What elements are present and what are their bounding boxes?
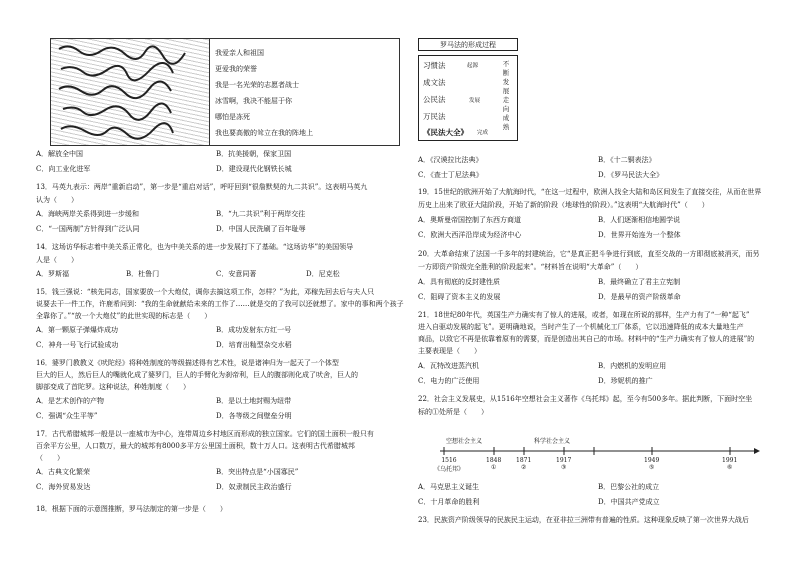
q12-option-d: D．建设现代化钢铁长城 — [216, 165, 292, 173]
q17-stem-line3: （ ） — [36, 454, 64, 462]
q20-option-a: A．具有彻底的反封建性质 — [418, 278, 501, 286]
q15-option-d: D．培育出籼型杂交水稻 — [216, 341, 292, 349]
note-origin: 起源 — [467, 63, 479, 69]
timeline-point-1848: 1848 ① — [486, 457, 502, 471]
poem-text — [215, 45, 313, 141]
q15-option-a: A．第一颗原子弹爆炸成功 — [36, 326, 119, 334]
q13-option-a: A．海峡两岸关系得到进一步缓和 — [36, 210, 140, 218]
q23-stem: 23．民族资产阶级领导的民族民主运动，在亚非拉三洲带有普遍的性质。这种现象反映了第一次世界大战后 — [418, 516, 749, 524]
q18-option-d: D．《罗马民法大全》 — [598, 171, 664, 179]
q15-stem-line3: 全靠你了。”“放一个大炮仗”的此世实现的标志是（ ） — [36, 312, 212, 320]
q18-option-c: C．《查士丁尼法典》 — [418, 171, 483, 179]
q12-option-a: A．解放全中国 — [36, 150, 84, 158]
q21-stem-line4: 主要表现是（ ） — [418, 347, 481, 355]
q20-option-d: D．是最早的资产阶级革命 — [598, 293, 681, 301]
timeline-point-1949: 1949 ⑤ — [644, 457, 660, 471]
q13-option-c: C．“一国两制”方针得到广泛认同 — [36, 225, 140, 233]
q16-stem-line2: 巨大的巨人，然后巨人的嘴就化成了婆罗门，巨人的手臂化为刹帝利，巨人的腹部则化成了吠舍，巨人的 — [36, 371, 358, 379]
q14-option-c: C．安意同著 — [216, 270, 257, 278]
q13-option-b: B．“九二共识”利于两岸交往 — [216, 210, 306, 218]
q14-stem-cont: 人是（ ） — [36, 256, 78, 264]
stage-civil-law: 公民法 — [423, 95, 446, 104]
poem-line: 哪怕是冻死 — [215, 113, 250, 121]
q22-stem: 22．社会主义发展史，从1516年空想社会主义著作《乌托邦》起，至今有500多年。据此判断，下面时空坐 — [418, 395, 753, 403]
handwritten-letter-figure — [50, 38, 400, 146]
poem-line: 我爱亲人和祖国 — [215, 49, 264, 57]
q13-option-d: D．中国人民洗刷了百年耻辱 — [216, 225, 306, 233]
timeline-point-1871: 1871 ② — [516, 457, 532, 471]
socialism-timeline — [434, 435, 764, 477]
poem-line: 我也要高傲的耸立在我的阵地上 — [215, 129, 313, 137]
handwriting-image — [51, 39, 210, 145]
q19-option-d: D．世界开始连为一个整体 — [598, 231, 681, 239]
q13-stem: 13．马英九表示：两岸“重新启动”，第一步是“重启对话”，呼吁回到“很詹默契的九二共识”。这表明马英九 — [36, 183, 368, 191]
q21-option-a: A．瓦特改进蒸汽机 — [418, 362, 480, 370]
stage-customary-law: 习惯法 — [423, 61, 446, 70]
q20-stem: 20．大革命结束了法国一千多年的封建统治，它“是真正把斗争进行到底，直至交战的一方即彻底被消灭，而另 — [418, 250, 760, 258]
timeline-label-scientific: 科学社会主义 — [534, 438, 571, 445]
stage-corpus-juris: 《民法大全》 — [423, 128, 468, 137]
timeline-point-1917: 1917 ③ — [556, 457, 572, 471]
q22-stem-line2: 标的①处所是（ ） — [418, 408, 488, 416]
q16-option-a: A．是艺术创作的产物 — [36, 397, 105, 405]
q17-option-c: C．海外贸易发达 — [36, 483, 91, 491]
q14-option-b: B．杜鲁门 — [126, 270, 160, 278]
q17-stem-line2: 百余平方公里，人口数万，最大的城邦有8000多平方公里国土面积，数十万人口。这表明古代希腊城邦 — [36, 442, 355, 450]
q21-option-d: D．珍妮机的推广 — [598, 377, 653, 385]
roman-law-diagram — [418, 38, 518, 142]
q12-option-b: B．抗美援朝，保家卫国 — [216, 150, 292, 158]
timeline-point-1991: 1991 ⑥ — [722, 457, 738, 471]
timeline-point-1516: 1516 《乌托邦》 — [434, 457, 465, 473]
q17-option-d: D．奴隶制民主政治盛行 — [216, 483, 292, 491]
q19-option-a: A．奥斯曼帝国控制了东西方商道 — [418, 216, 522, 224]
q21-stem-line2: 进入自驱动发展的起飞”。更明确地说，当时产生了一个机械化工厂体系，它以迅速降低的成本大量地生产 — [418, 323, 744, 331]
q17-stem: 17．古代希腊城邦一般是以一座城市为中心，连带周边乡村地区而形成的独立国家。它们的国土面积一般只有 — [36, 430, 374, 438]
stage-law-of-nations: 万民法 — [423, 112, 446, 121]
q15-stem-line2: 说要去干一件工作，许鹿希问到：“我的生命就献给未来的工作了……就是交的了我可以还就想了。家中的事和两个孩子 — [36, 300, 404, 308]
q20-option-b: B．最终确立了君主立宪制 — [598, 278, 681, 286]
q16-option-c: C．强调“众生平等” — [36, 412, 98, 420]
q15-option-c: C．神舟一号飞行试验成功 — [36, 341, 119, 349]
poem-line: 更爱我的荣誉 — [215, 65, 257, 73]
q16-stem: 16．婆罗门教教义《吠陀经》将种姓制度的等级描述得有艺术性，说是诸神归为一起天了一个体型 — [36, 359, 339, 367]
q22-option-c: C．十月革命的胜利 — [418, 498, 480, 506]
diagram-side-label: 不断发展走向成熟 — [502, 60, 510, 131]
q21-stem: 21．18世纪80年代，英国生产力确实有了惊人的进展，或者，如现在所说的那样，生产力有了“一种“起飞” — [418, 311, 750, 319]
diagram-body — [418, 55, 518, 141]
q17-option-b: B．突出特点是“小国寡民” — [216, 468, 299, 476]
q19-stem-line2: 历史上出来了欧亚大陆阶段，开始了新的阶段（地球性的阶段）。”这表明“大航海时代”（ ） — [418, 201, 709, 209]
q14-stem: 14．这场访华标志着中美关系正常化，也为中美关系的进一步发展打下了基础。“这场访华”的美国领导 — [36, 243, 354, 251]
q16-option-b: B．是以土地封赐为纽带 — [216, 397, 292, 405]
q15-stem: 15．钱三强说：“核先同志，国家要放一个大炮仗，调你去搞这项工作，怎样？”为此，邓稼先回去后与夫人只 — [36, 288, 375, 296]
q17-option-a: A．古典文化繁荣 — [36, 468, 91, 476]
q22-option-b: B．巴黎公社的成立 — [598, 483, 660, 491]
q14-option-a: A．罗斯福 — [36, 270, 70, 278]
stage-written-law: 成文法 — [423, 78, 446, 87]
q18-option-a: A．《汉谟拉比法典》 — [418, 156, 483, 164]
q15-option-b: B．成功发射东方红一号 — [216, 326, 292, 334]
q21-option-b: B．内燃机的发明应用 — [598, 362, 667, 370]
q13-stem-cont: 认为（ ） — [36, 196, 78, 204]
q22-option-a: A．马克思主义诞生 — [418, 483, 480, 491]
q21-option-c: C．电力的广泛使用 — [418, 377, 480, 385]
q19-option-c: C．欧洲大西洋沿岸成为经济中心 — [418, 231, 522, 239]
q18-stem: 18．根据下面的示意图推断，罗马法制定的第一步是（ ） — [36, 505, 227, 513]
q19-option-b: B．人们逐渐相信地圆学说 — [598, 216, 681, 224]
timeline-label-utopian: 空想社会主义 — [446, 438, 483, 445]
poem-line: 我是一名光荣的志愿者战士 — [215, 81, 299, 89]
q18-option-b: B．《十二铜表法》 — [598, 156, 656, 164]
q21-stem-line3: 商品，以致它不再是依靠着原有的需要，而是创造出其自己的市场。材料中的“生产力确实有了惊人的进展”的 — [418, 335, 755, 343]
poem-line: 冰雪啊，我决不能屈于你 — [215, 97, 292, 105]
q16-stem-line3: 脚部变成了首陀罗。这种说法，种姓制度（ ） — [36, 383, 190, 391]
diagram-title: 罗马法的形成过程 — [418, 38, 518, 51]
q19-stem: 19．15世纪的欧洲开始了大航海时代，“在这一过程中，欧洲人找全大陆和岛区间发生了直接交往，从而在世界 — [418, 188, 762, 196]
q12-option-c: C．向工业化进军 — [36, 165, 91, 173]
note-development: 发展 — [469, 98, 481, 104]
q20-option-c: C．阻碍了资本主义的发展 — [418, 293, 501, 301]
q22-option-d: D．中国共产党成立 — [598, 498, 660, 506]
q14-option-d: D．尼克松 — [306, 270, 340, 278]
q16-option-d: D．各等级之间壁垒分明 — [216, 412, 292, 420]
note-completion: 完成 — [477, 130, 489, 136]
q20-stem-line2: 一方即资产阶级完全胜利的阶段起来”。“材料旨在说明“大革命”（ ） — [418, 263, 643, 271]
